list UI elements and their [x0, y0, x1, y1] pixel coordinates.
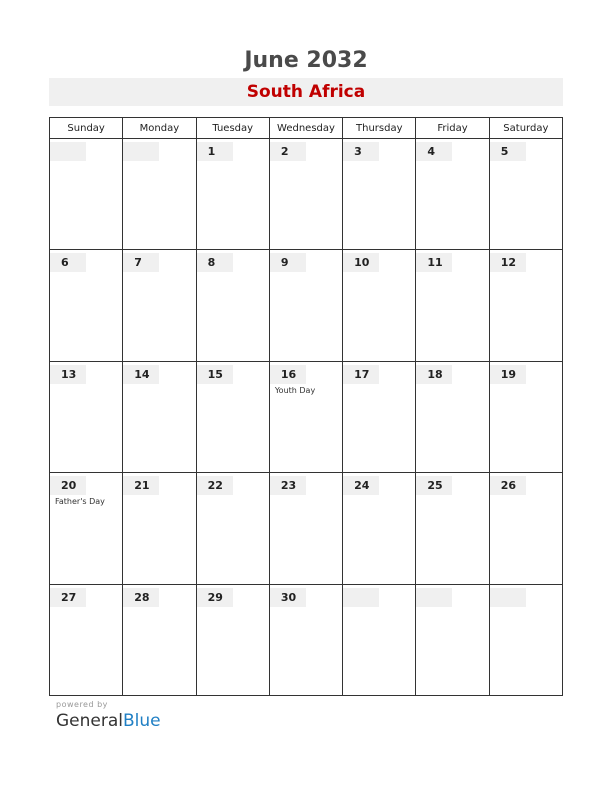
- day-number: [50, 142, 86, 161]
- day-cell: [196, 361, 269, 472]
- day-number: 19: [490, 365, 526, 384]
- weekday-header: Sunday: [50, 118, 123, 139]
- day-number: 2: [270, 142, 306, 161]
- day-cell: [416, 473, 489, 584]
- day-number: 1: [197, 142, 233, 161]
- day-cell: [489, 139, 562, 250]
- day-cell: [416, 361, 489, 472]
- day-cell: [269, 361, 342, 472]
- day-cell: [123, 361, 196, 472]
- weekday-header-row: [50, 118, 563, 139]
- day-cell: [123, 584, 196, 695]
- day-cell: [489, 473, 562, 584]
- day-cell: [343, 584, 416, 695]
- day-cell: [50, 361, 123, 472]
- day-number: 14: [123, 365, 159, 384]
- day-number: 22: [197, 476, 233, 495]
- day-cell: [416, 250, 489, 361]
- calendar-grid: [49, 117, 563, 696]
- day-cell: [269, 250, 342, 361]
- week-row: [50, 250, 563, 361]
- day-cell: [416, 139, 489, 250]
- day-cell: [196, 473, 269, 584]
- day-number: 15: [197, 365, 233, 384]
- holiday-label: Youth Day: [274, 385, 316, 395]
- day-number: 24: [343, 476, 379, 495]
- day-number: [123, 142, 159, 161]
- day-number: 11: [416, 253, 452, 272]
- weekday-header: Thursday: [343, 118, 416, 139]
- week-row: [50, 473, 563, 584]
- weekday-header: Wednesday: [269, 118, 342, 139]
- day-number: 10: [343, 253, 379, 272]
- day-number: [416, 588, 452, 607]
- weekday-header: Tuesday: [196, 118, 269, 139]
- day-cell: [123, 473, 196, 584]
- footer: [56, 700, 161, 732]
- day-number: 3: [343, 142, 379, 161]
- day-number: 26: [490, 476, 526, 495]
- day-number: 29: [197, 588, 233, 607]
- day-number: 5: [490, 142, 526, 161]
- brand-logo[interactable]: [56, 710, 161, 732]
- day-number: 21: [123, 476, 159, 495]
- weekday-header: Friday: [416, 118, 489, 139]
- day-number: 28: [123, 588, 159, 607]
- day-number: 27: [50, 588, 86, 607]
- day-number: [343, 588, 379, 607]
- day-cell: [343, 473, 416, 584]
- day-number: [490, 588, 526, 607]
- day-number: 4: [416, 142, 452, 161]
- day-number: 25: [416, 476, 452, 495]
- day-number: 16: [270, 365, 306, 384]
- week-row: [50, 584, 563, 695]
- day-cell: [50, 584, 123, 695]
- calendar-title: June 2032: [244, 48, 368, 73]
- day-cell: [50, 473, 123, 584]
- day-number: 6: [50, 253, 86, 272]
- country-banner: [49, 78, 563, 106]
- day-cell: [123, 139, 196, 250]
- day-cell: [196, 139, 269, 250]
- day-cell: [489, 250, 562, 361]
- country-name: South Africa: [246, 82, 366, 102]
- week-row: [50, 139, 563, 250]
- day-number: 7: [123, 253, 159, 272]
- day-cell: [196, 250, 269, 361]
- day-cell: [269, 584, 342, 695]
- holiday-label: Father's Day: [55, 497, 105, 507]
- day-number: 9: [270, 253, 306, 272]
- day-cell: [343, 250, 416, 361]
- day-cell: [123, 250, 196, 361]
- day-cell: [416, 584, 489, 695]
- day-number: 8: [197, 253, 233, 272]
- day-cell: [343, 139, 416, 250]
- day-number: 17: [343, 365, 379, 384]
- day-cell: [196, 584, 269, 695]
- day-cell: [50, 250, 123, 361]
- weekday-header: Monday: [123, 118, 196, 139]
- day-number: 30: [270, 588, 306, 607]
- day-cell: [343, 361, 416, 472]
- day-cell: [489, 584, 562, 695]
- day-number: 23: [270, 476, 306, 495]
- powered-by-text: powered by: [56, 700, 108, 709]
- brand-name-part2: Blue: [123, 711, 161, 731]
- day-cell: [489, 361, 562, 472]
- day-number: 13: [50, 365, 86, 384]
- brand-name-part1: General: [56, 711, 123, 731]
- weekday-header: Saturday: [489, 118, 562, 139]
- week-row: [50, 361, 563, 472]
- day-cell: [269, 473, 342, 584]
- day-number: 12: [490, 253, 526, 272]
- day-number: 18: [416, 365, 452, 384]
- day-cell: [269, 139, 342, 250]
- day-cell: [50, 139, 123, 250]
- day-number: 20: [50, 476, 86, 495]
